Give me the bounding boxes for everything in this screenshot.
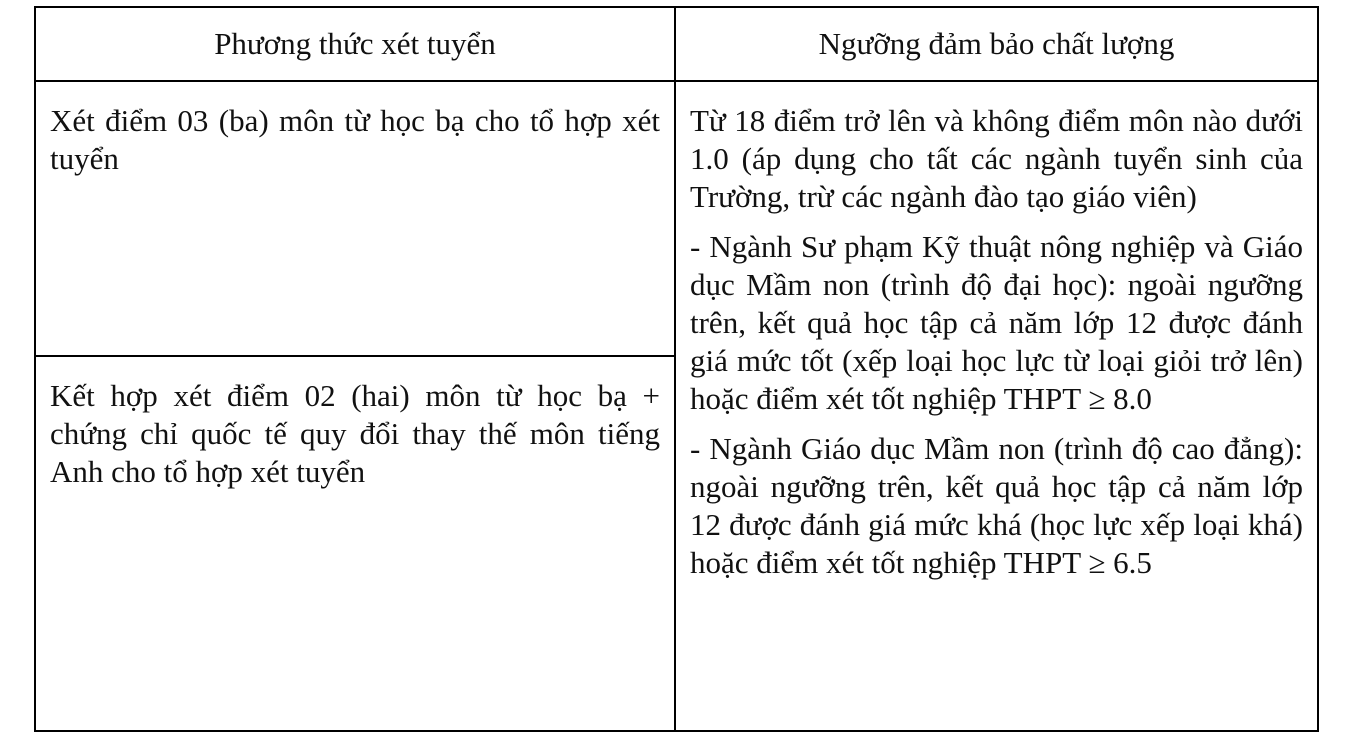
method-cell-2 <box>35 356 675 731</box>
threshold-university-programs: - Ngành Sư phạm Kỹ thuật nông nghiệp và Giáo dục Mầm non (trình độ đại học): ngoài ngưỡng trên, kết quả học tập cả năm lớp 12 được đánh giá mức tốt (xếp loại học lực từ loại giỏi trở lên) hoặc điểm xét tốt nghiệp THPT ≥ 8.0 <box>690 229 1303 417</box>
header-row <box>35 7 1318 81</box>
threshold-cell <box>675 81 1318 731</box>
method-text-2: Kết hợp xét điểm 02 (hai) môn từ học bạ + chứng chỉ quốc tế quy đổi thay thế môn tiếng Anh cho tổ hợp xét tuyển <box>50 377 660 489</box>
method-text-1: Xét điểm 03 (ba) môn từ học bạ cho tổ hợp xét tuyển <box>50 103 660 177</box>
threshold-general: Từ 18 điểm trở lên và không điểm môn nào dưới 1.0 (áp dụng cho tất các ngành tuyển sinh của Trường, trừ các ngành đào tạo giáo viên) <box>690 103 1303 215</box>
method-cell-1 <box>35 81 675 356</box>
threshold-college-program: - Ngành Giáo dục Mầm non (trình độ cao đẳng): ngoài ngưỡng trên, kết quả học tập cả năm lớp 12 được đánh giá mức khá (học lực xếp loại khá) hoặc điểm xét tốt nghiệp THPT ≥ 6.5 <box>690 431 1303 581</box>
header-method: Phương thức xét tuyển <box>35 7 675 81</box>
admission-threshold-table <box>34 6 1319 732</box>
header-threshold: Ngưỡng đảm bảo chất lượng <box>675 7 1318 81</box>
table-row <box>35 81 1318 356</box>
